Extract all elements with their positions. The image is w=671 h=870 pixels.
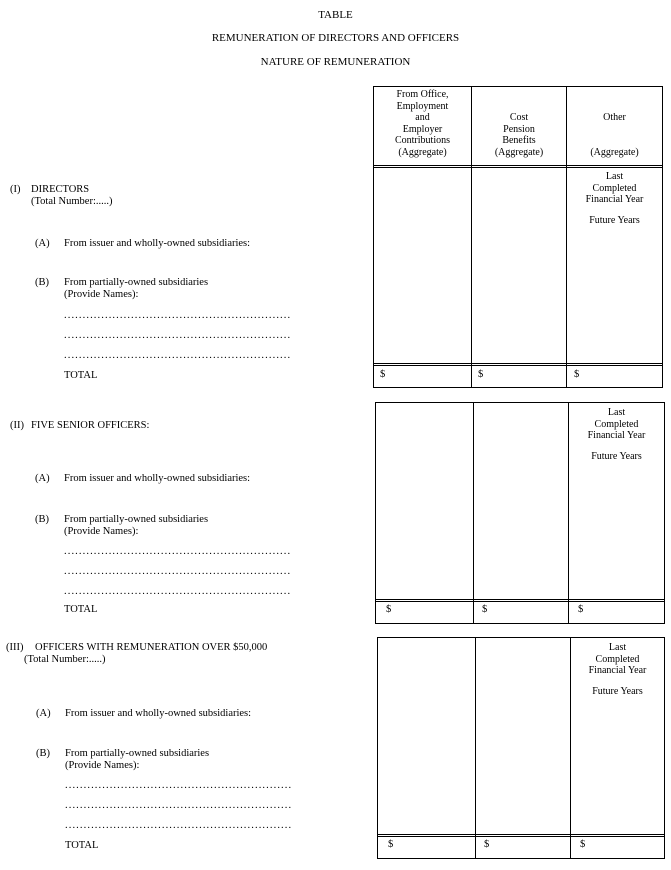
item-text-b: From partially-owned subsidiaries — [64, 277, 209, 288]
item-label-b: (B) — [36, 748, 50, 759]
item-text-a: From issuer and wholly-owned subsidiaries: — [64, 238, 251, 249]
item-text-b: From partially-owned subsidiaries — [65, 748, 210, 759]
remuneration-table-officers-over-50000 — [377, 637, 665, 859]
table-heading: REMUNERATION OF DIRECTORS AND OFFICERS — [211, 32, 460, 44]
item-subtext-b: (Provide Names): — [65, 760, 140, 771]
section-number: (II) — [10, 420, 24, 431]
total-dollar-sign: $ — [574, 369, 580, 380]
other-future-years: Future Years — [589, 215, 640, 226]
table-title: TABLE — [318, 9, 353, 21]
section-number: (III) — [6, 642, 24, 653]
total-dollar-sign: $ — [578, 604, 584, 615]
item-text-b: From partially-owned subsidiaries — [64, 514, 209, 525]
other-last-financial-year: Last Completed Financial Year — [588, 642, 647, 676]
column-divider — [475, 638, 476, 858]
item-text-a: From issuer and wholly-owned subsidiaries: — [65, 708, 252, 719]
remuneration-table-directors — [373, 86, 663, 388]
total-divider — [376, 599, 664, 602]
total-label: TOTAL — [64, 604, 98, 615]
section-title: FIVE SENIOR OFFICERS: — [31, 420, 150, 431]
dotted-name-line: ............................................................. — [65, 800, 293, 811]
total-label: TOTAL — [64, 370, 98, 381]
item-subtext-b: (Provide Names): — [64, 289, 139, 300]
total-divider — [378, 834, 664, 837]
other-last-financial-year: Last Completed Financial Year — [585, 171, 644, 205]
section-number: (I) — [10, 184, 21, 195]
other-future-years: Future Years — [592, 686, 643, 697]
total-dollar-sign: $ — [580, 839, 586, 850]
total-label: TOTAL — [65, 840, 99, 851]
column-header-other-aggregate: (Aggregate) — [590, 147, 639, 158]
dotted-name-line: ............................................................. — [64, 546, 292, 557]
total-dollar-sign: $ — [388, 839, 394, 850]
item-subtext-b: (Provide Names): — [64, 526, 139, 537]
remuneration-table-senior-officers — [375, 402, 665, 624]
column-header-office-employment: From Office, Employment and Employer Contributions (Aggregate) — [394, 89, 450, 158]
other-future-years: Future Years — [591, 451, 642, 462]
section-subtitle: (Total Number:.....) — [31, 196, 113, 207]
item-label-a: (A) — [36, 708, 51, 719]
column-header-other: Other — [603, 112, 626, 123]
table-subheading: NATURE OF REMUNERATION — [260, 56, 411, 68]
item-label-b: (B) — [35, 277, 49, 288]
dotted-name-line: ............................................................. — [64, 586, 292, 597]
total-dollar-sign: $ — [386, 604, 392, 615]
total-dollar-sign: $ — [484, 839, 490, 850]
dotted-name-line: ............................................................. — [65, 780, 293, 791]
column-divider — [566, 87, 567, 387]
section-title: DIRECTORS — [31, 184, 90, 195]
dotted-name-line: ............................................................. — [65, 820, 293, 831]
dotted-name-line: ............................................................. — [64, 350, 292, 361]
dotted-name-line: ............................................................. — [64, 566, 292, 577]
section-subtitle: (Total Number:.....) — [24, 654, 106, 665]
total-dollar-sign: $ — [482, 604, 488, 615]
total-divider — [374, 363, 662, 366]
total-dollar-sign: $ — [380, 369, 386, 380]
column-header-pension: Cost Pension Benefits (Aggregate) — [494, 112, 544, 158]
item-label-b: (B) — [35, 514, 49, 525]
item-label-a: (A) — [35, 238, 50, 249]
item-label-a: (A) — [35, 473, 50, 484]
column-divider — [473, 403, 474, 623]
item-text-a: From issuer and wholly-owned subsidiaries: — [64, 473, 251, 484]
section-title: OFFICERS WITH REMUNERATION OVER $50,000 — [35, 642, 268, 653]
total-dollar-sign: $ — [478, 369, 484, 380]
dotted-name-line: ............................................................. — [64, 310, 292, 321]
other-last-financial-year: Last Completed Financial Year — [587, 407, 646, 441]
dotted-name-line: ............................................................. — [64, 330, 292, 341]
header-divider — [374, 165, 662, 168]
